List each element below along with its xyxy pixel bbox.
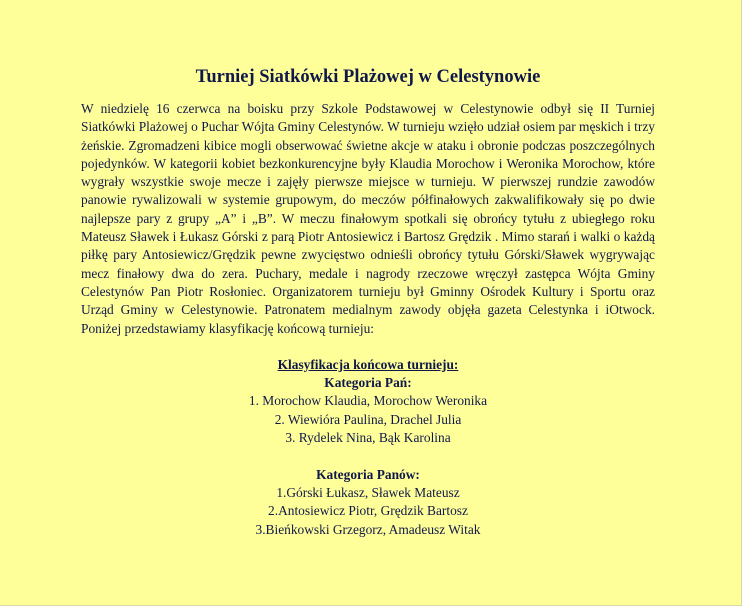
men-rank-2: 2.Antosiewicz Piotr, Grędzik Bartosz [268, 503, 468, 519]
men-category-label: Kategoria Panów: [316, 466, 420, 482]
women-category-label: Kategoria Pań: [324, 375, 412, 391]
article-body: W niedzielę 16 czerwca na boisku przy Szkole Podstawowej w Celestynowie odbył się II Turniej Siatkówki Plażowej o Puchar Wójta Gminy Celestynów. W turnieju wzięło udział osiem par męskich i trzy żeńskie. Zgromadzeni kibice mogli obserwować świetne akcje w ataku i obronie podczas poszczególnych pojedynków. W kategorii kobiet bezkonkurencyjne były Klaudia Morochow i Weronika Morochow, które wygrały wszystkie swoje mecze i zajęły pierwsze miejsce w turnieju. W pierwszej rundzie zawodów panowie rywalizowali w systemie grupowym, do meczów półfinałowych zakwalifikowały się po dwie najlepsze pary z grupy „A” i „B”. W meczu finałowym spotkali się obrońcy tytułu z ubiegłego roku Mateusz Sławek i Łukasz Górski z parą Piotr Antosiewicz i Bartosz Grędzik . Mimo starań i walki o każdą piłkę pary Antosiewicz/Grędzik pewne zwycięstwo odnieśli obrońcy tytułu Górski/Sławek wygrywając mecz finałowy dwa do zera. Puchary, medale i nagrody rzeczowe wręczył zastępca Wójta Gminy Celestynów Pan Piotr Rosłoniec. Organizatorem turnieju był Gminny Ośrodek Kultury i Sportu oraz Urząd Gminy w Celestynowie. Patronatem medialnym zawody objęła gazeta Celestynka i iOtwock. Poniżej przedstawiamy klasyfikację końcową turnieju: [81, 101, 655, 336]
men-ranking-list [81, 484, 655, 539]
women-ranking-list [81, 392, 655, 447]
article-title: Turniej Siatkówki Plażowej w Celestynowie [195, 67, 541, 87]
women-rank-1: 1. Morochow Klaudia, Morochow Weronika [248, 393, 488, 409]
women-rank-3: 3. Rydelek Nina, Bąk Karolina [285, 430, 451, 446]
article [81, 64, 655, 539]
results-heading: Klasyfikacja końcowa turnieju: [277, 356, 459, 372]
men-rank-1: 1.Górski Łukasz, Sławek Mateusz [276, 484, 460, 500]
men-rank-3: 3.Bieńkowski Grzegorz, Amadeusz Witak [255, 521, 481, 537]
category-spacer [81, 447, 655, 465]
results-section [81, 356, 655, 539]
women-rank-2: 2. Wiewióra Paulina, Drachel Julia [274, 411, 462, 427]
